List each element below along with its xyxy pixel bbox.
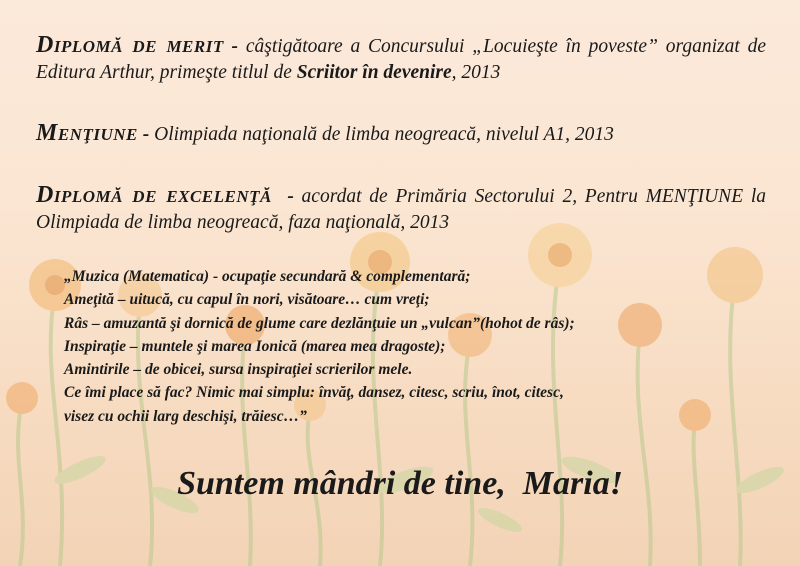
- award-excellence-diploma: [36, 182, 766, 236]
- award-title: Diplomă de merit: [36, 32, 224, 58]
- award-title: Menţiune: [36, 120, 138, 146]
- award-text: Olimpiada naţională de limba neogreacă, nivelul A1, 2013: [154, 124, 614, 145]
- quote-line: „Muzica (Matematica) - ocupaţie secundară & complementară;: [64, 268, 471, 285]
- quote-line: Ce îmi place să fac? Nimic mai simplu: învăţ, dansez, citesc, scriu, înot, citesc,: [64, 384, 564, 402]
- award-text: câştigătoare a Concursului „Locuieşte în poveste” organizat de Editura Arthur, primeşte titlul de: [36, 36, 766, 83]
- award-dash: -: [137, 124, 155, 145]
- quote-line: Ameţită – uitucă, cu capul în nori, visătoare… cum vreţi;: [64, 291, 430, 309]
- award-dash: -: [271, 186, 302, 207]
- award-mention: [36, 120, 766, 148]
- award-emphasis: Scriitor în devenire: [296, 62, 452, 83]
- quote-line: visez cu ochii larg deschişi, trăiesc…”: [64, 407, 307, 425]
- closing-message: Suntem mândri de tine, Maria!: [177, 465, 623, 502]
- quote-line: Râs – amuzantă şi dornică de glume care dezlănţuie un „vulcan”(hohot de râs);: [64, 314, 575, 332]
- award-title: Diplomă de excelenţă: [36, 182, 272, 208]
- quote-line: Amintirile – de obicei, sursa inspiraţiei scrierilor mele.: [64, 361, 413, 379]
- award-merit-diploma: [36, 32, 766, 86]
- award-text: acordat de Primăria Sectorului 2, Pentru MENŢIUNE la Olimpiada de limba neogreacă, faza naţională, 2013: [36, 186, 766, 233]
- personal-quote: [64, 265, 764, 428]
- award-text-end: , 2013: [451, 62, 501, 83]
- quote-line: Inspiraţie – muntele şi marea Ionică (marea mea dragoste);: [64, 337, 446, 355]
- award-dash: -: [223, 36, 246, 57]
